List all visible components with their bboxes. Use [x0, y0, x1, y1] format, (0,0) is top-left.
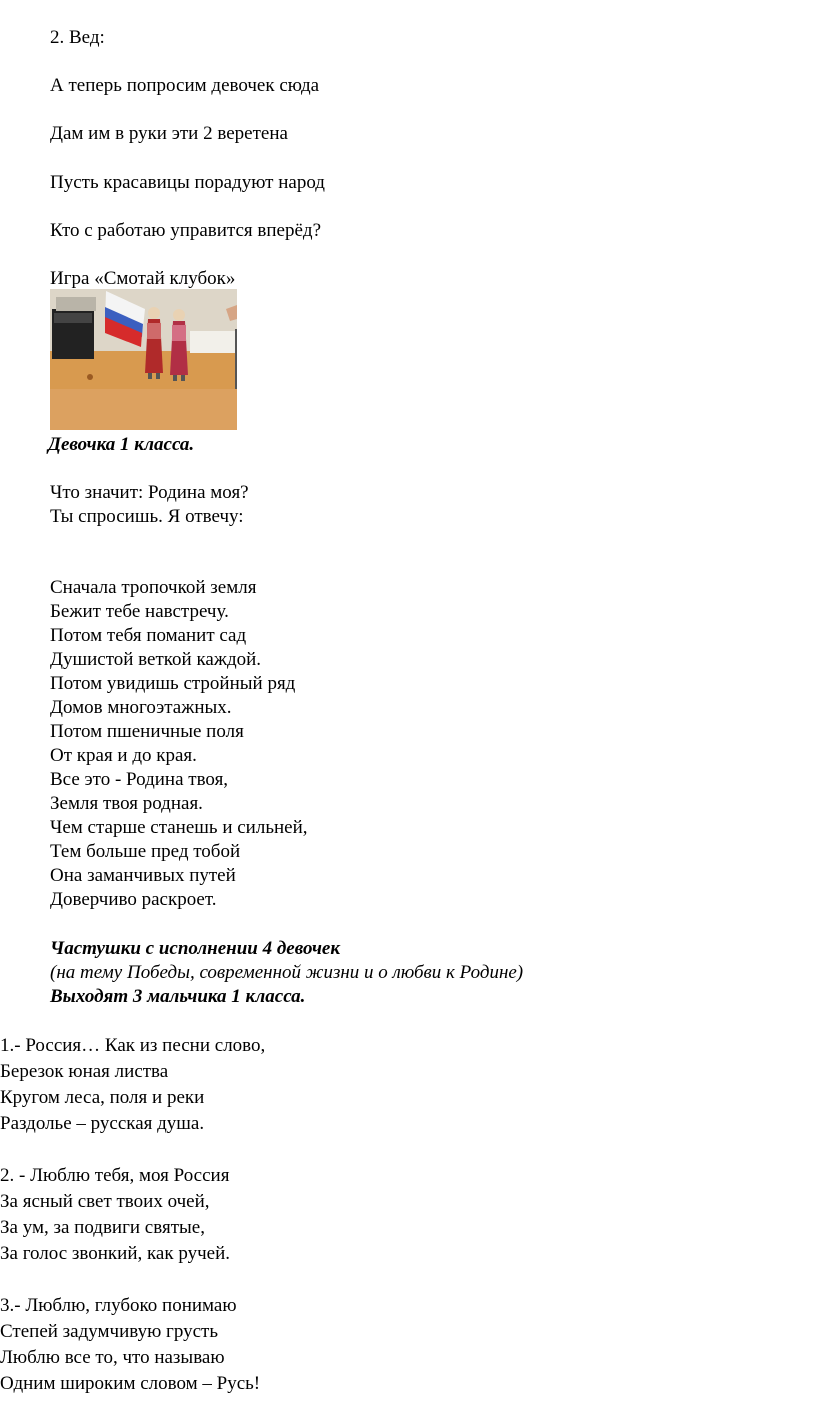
text-line: Кто с работаю управится вперёд? — [50, 220, 322, 241]
poem-line: Все это - Родина твоя, — [50, 769, 229, 790]
section-heading: Частушки с исполнении 4 девочек — [50, 938, 340, 959]
poem-line: Домов многоэтажных. — [50, 697, 232, 718]
verse-line: Люблю все то, что называю — [0, 1347, 225, 1368]
text-line: Ты спросишь. Я отвечу: — [50, 506, 244, 527]
text-line: Что значит: Родина моя? — [50, 482, 249, 503]
verse-line: Одним широким словом – Русь! — [0, 1373, 261, 1394]
poem-line: Она заманчивых путей — [50, 865, 236, 886]
poem-line: Потом тебя поманит сад — [50, 625, 247, 646]
poem-line: Сначала тропочкой земля — [50, 577, 257, 598]
verse-line: За ясный свет твоих очей, — [0, 1191, 210, 1212]
verse-line: За голос звонкий, как ручей. — [0, 1243, 231, 1264]
verse-line: 3.- Люблю, глубоко понимаю — [0, 1295, 237, 1316]
poem-line: Чем старше станешь и сильней, — [50, 817, 308, 838]
verse-line: За ум, за подвиги святые, — [0, 1217, 205, 1238]
text-line: Дам им в руки эти 2 веретена — [50, 123, 288, 144]
poem-line: Бежит тебе навстречу. — [50, 601, 229, 622]
verse-line: Березок юная листва — [0, 1061, 169, 1082]
verse-line: Кругом леса, поля и реки — [0, 1087, 205, 1108]
section-heading: Девочка 1 класса. — [48, 434, 195, 455]
poem-line: Потом пшеничные поля — [50, 721, 244, 742]
speaker-label: 2. Вед: — [50, 27, 105, 48]
text-line: А теперь попросим девочек сюда — [50, 75, 320, 96]
section-heading: Выходят 3 мальчика 1 класса. — [50, 986, 306, 1007]
poem-line: Душистой веткой каждой. — [50, 649, 262, 670]
poem-line: Земля твоя родная. — [50, 793, 203, 814]
verse-line: Степей задумчивую грусть — [0, 1321, 218, 1342]
text-line: Пусть красавицы порадуют народ — [50, 172, 325, 193]
poem-line: Потом увидишь стройный ряд — [50, 673, 296, 694]
poem-line: От края и до края. — [50, 745, 197, 766]
poem-line: Доверчиво раскроет. — [50, 889, 217, 910]
verse-line: Раздолье – русская душа. — [0, 1113, 205, 1134]
section-subheading: (на тему Победы, современной жизни и о любви к Родине) — [50, 962, 524, 983]
verse-line: 2. - Люблю тебя, моя Россия — [0, 1165, 230, 1186]
poem-line: Тем больше пред тобой — [50, 841, 241, 862]
photo-girls-with-flag — [50, 289, 237, 430]
game-title: Игра «Смотай клубок» — [50, 268, 236, 289]
verse-line: 1.- Россия… Как из песни слово, — [0, 1035, 266, 1056]
